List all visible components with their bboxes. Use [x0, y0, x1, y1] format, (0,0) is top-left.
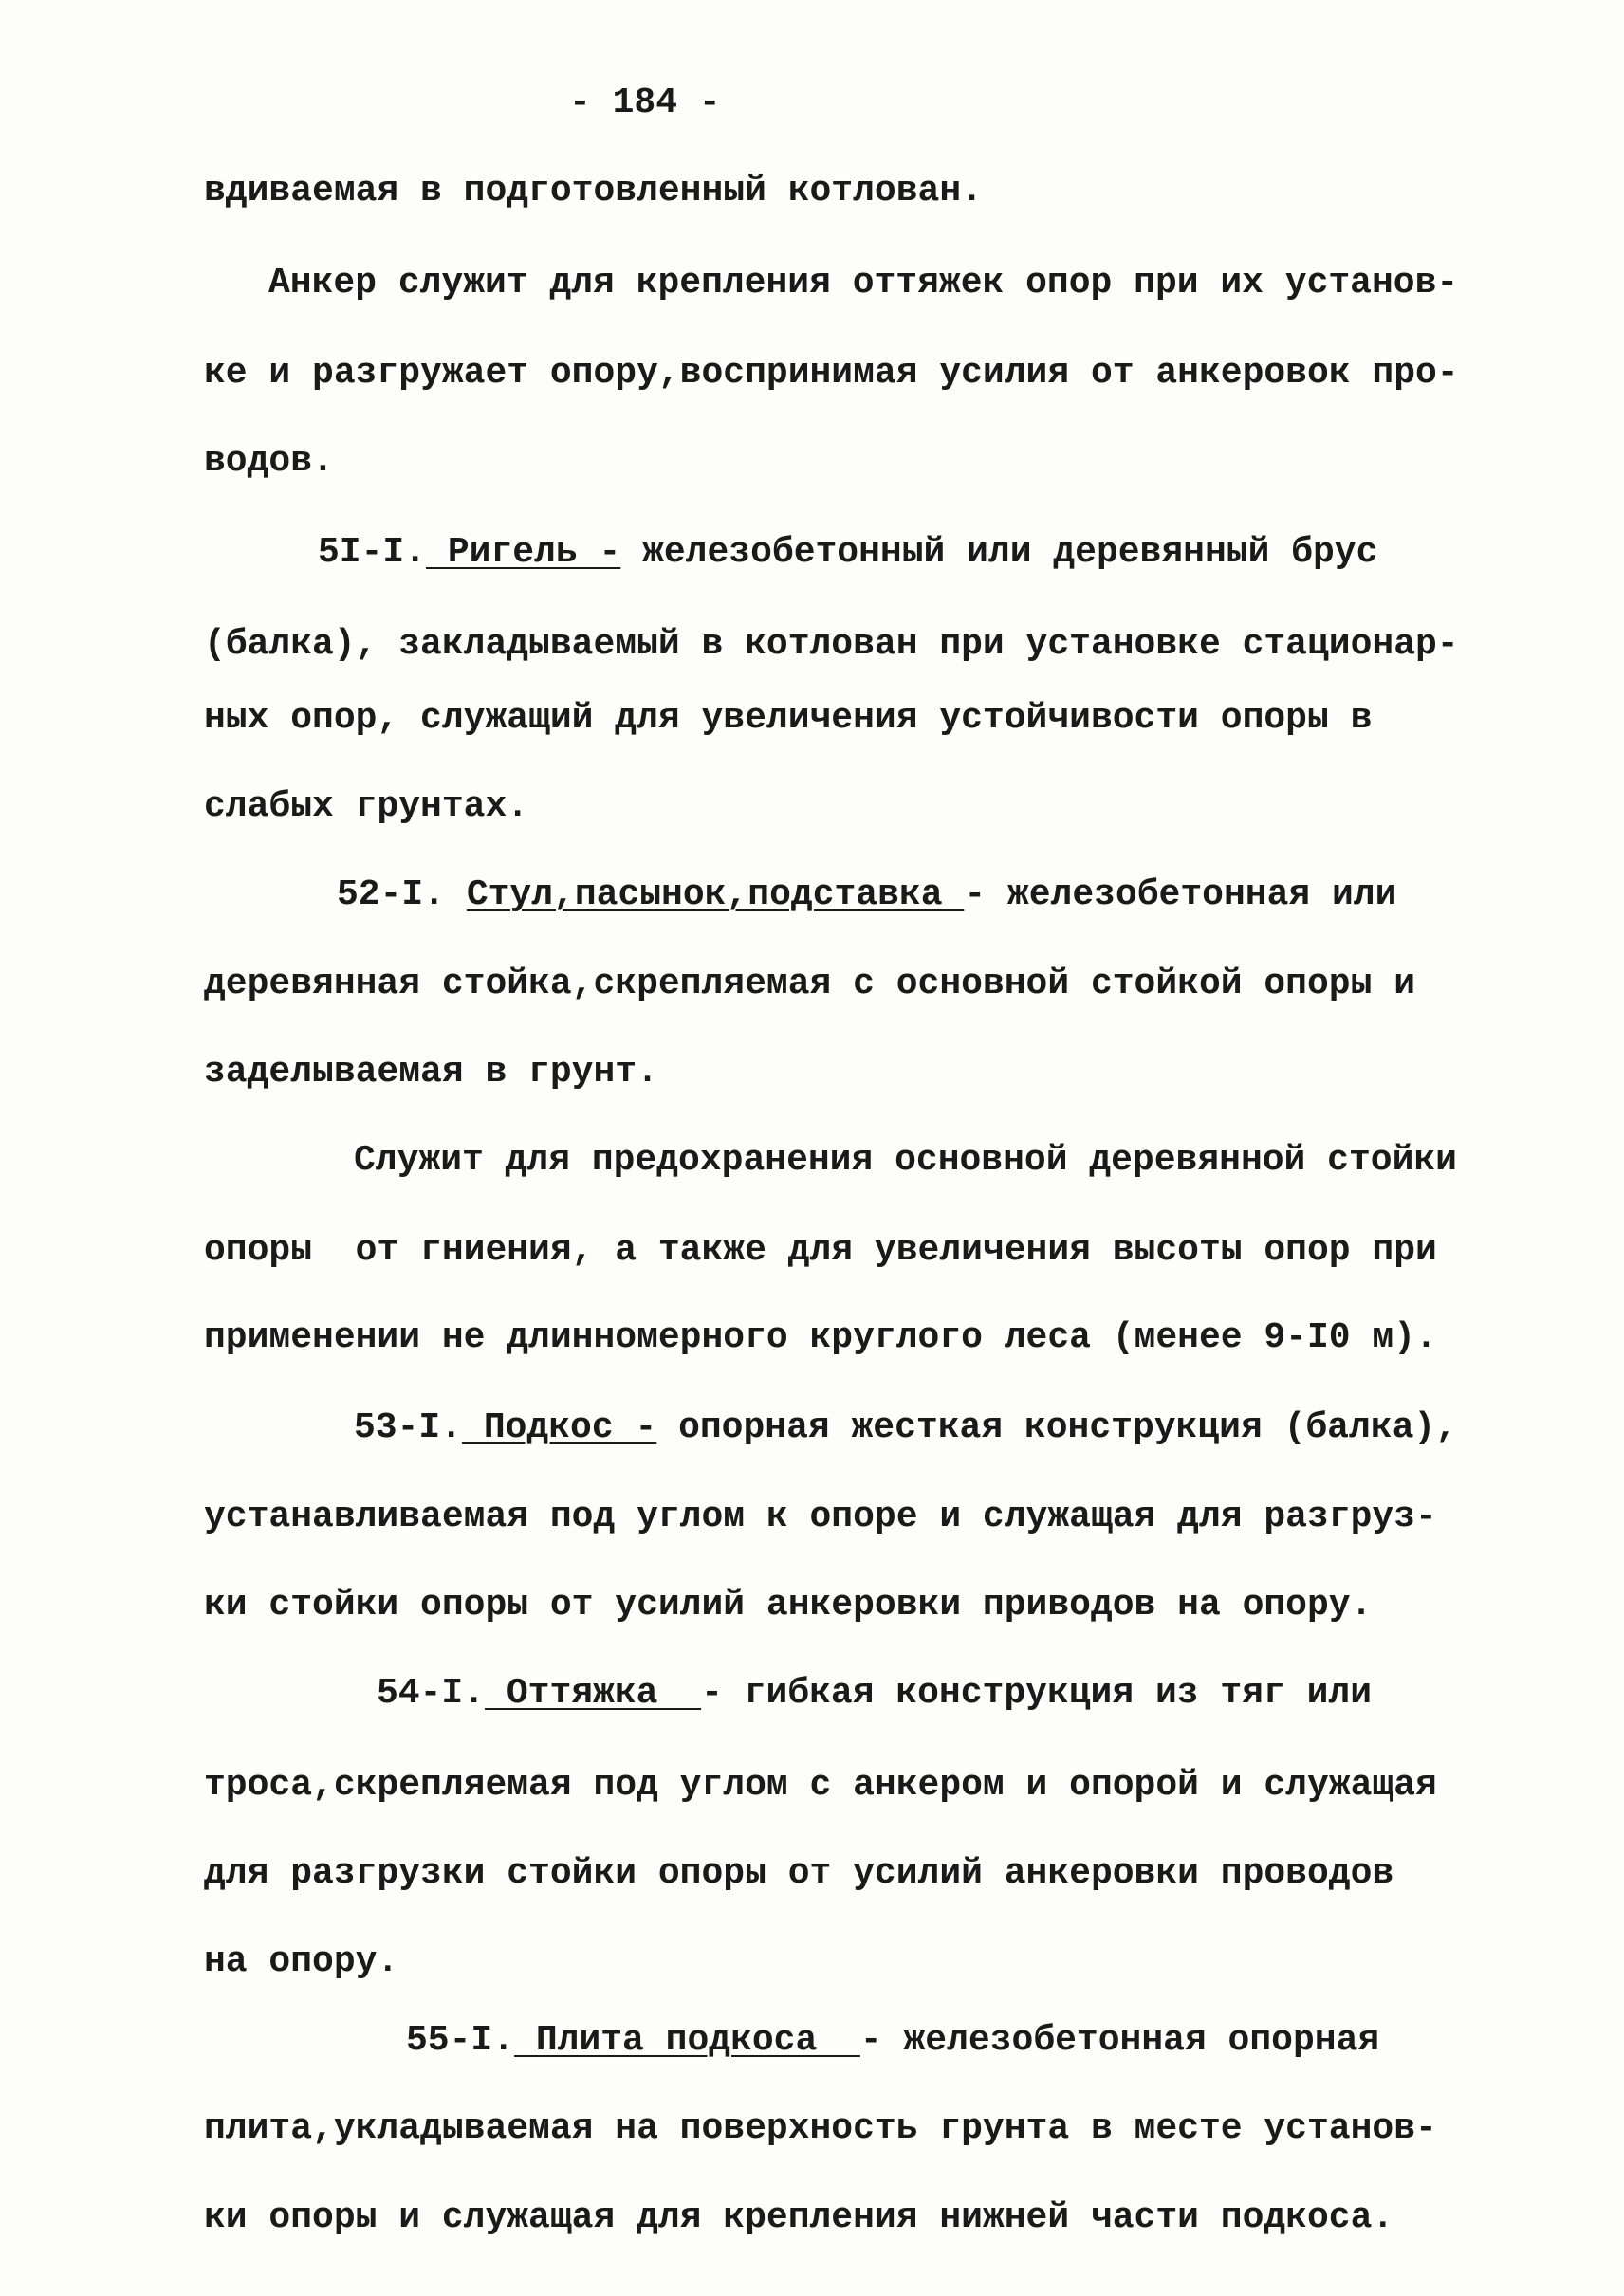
definition-text: опорная жесткая конструкция (балка),: [656, 1407, 1458, 1448]
text-line: опоры от гниения, а также для увеличения высоты опор при: [204, 1230, 1437, 1271]
definition-number: 53-I.: [354, 1407, 463, 1448]
definition-line: [354, 1405, 1457, 1451]
text-line: устанавливаемая под углом к опоре и служащая для разгруз-: [204, 1497, 1437, 1537]
text-line: ных опор, служащий для увеличения устойчивости опоры в: [204, 698, 1373, 739]
definition-number: 52-I.: [337, 874, 467, 915]
definition-line: [377, 1671, 1372, 1717]
text-line: водов.: [204, 441, 334, 482]
definition-text: - железобетонная опорная: [859, 2020, 1380, 2061]
definition-line: [337, 872, 1396, 918]
text-line: троса,скрепляемая под углом с анкером и опорой и служащая: [204, 1765, 1437, 1806]
definition-term: Оттяжка: [485, 1673, 702, 1714]
definition-number: 5I-I.: [318, 532, 427, 573]
text-line: ки стойки опоры от усилий анкеровки приводов на опору.: [204, 1585, 1373, 1626]
text-line: заделываемая в грунт.: [204, 1052, 658, 1093]
text-line: применении не длинномерного круглого леса (менее 9-I0 м).: [204, 1317, 1437, 1358]
definition-term: Ригель -: [426, 532, 621, 573]
text-line: ки опоры и служащая для крепления нижней части подкоса.: [204, 2197, 1394, 2238]
definition-number: 54-I.: [377, 1673, 486, 1714]
text-line: Анкер служит для крепления оттяжек опор при их установ-: [268, 263, 1459, 303]
text-line: на опору.: [204, 1941, 399, 1982]
definition-term: Стул,пасынок,подставка: [466, 874, 965, 915]
text-line: (балка), закладываемый в котлован при установке стационар-: [204, 624, 1459, 665]
definition-term: Плита подкоса: [514, 2020, 860, 2061]
definition-text: - гибкая конструкция из тяг или: [701, 1673, 1372, 1714]
text-line: ке и разгружает опору,воспринимая усилия от анкеровок про-: [204, 353, 1459, 394]
definition-text: - железобетонная или: [964, 874, 1397, 915]
page-number: - 184 -: [569, 83, 721, 123]
text-line: вдиваемая в подготовленный котлован.: [204, 171, 983, 211]
text-line: Служит для предохранения основной деревянной стойки: [354, 1140, 1457, 1181]
text-line: для разгрузки стойки опоры от усилий анкеровки проводов: [204, 1853, 1394, 1894]
text-line: деревянная стойка,скрепляемая с основной стойкой опоры и: [204, 964, 1416, 1004]
definition-line: [318, 530, 1377, 576]
definition-number: 55-I.: [406, 2020, 515, 2061]
text-line: слабых грунтах.: [204, 786, 529, 827]
definition-line: [406, 2018, 1379, 2064]
definition-term: Подкос -: [462, 1407, 657, 1448]
text-line: плита,укладываемая на поверхность грунта в месте установ-: [204, 2108, 1437, 2149]
definition-text: железобетонный или деревянный брус: [620, 532, 1378, 573]
